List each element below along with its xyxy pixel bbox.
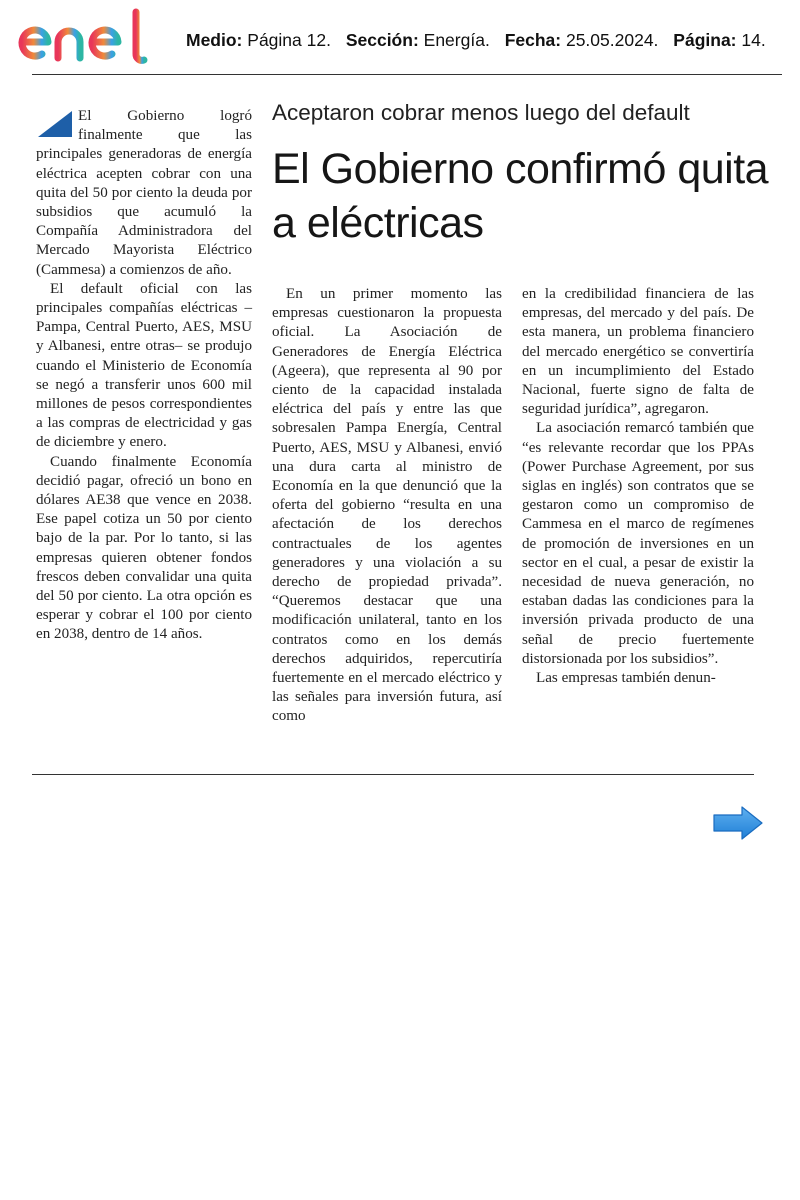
paragraph: El default oficial con las principales compañías eléctricas –Pampa, Central Puerto, AES, MSU y Albanesi, entre otras– se produjo cuando el Ministerio de Economía se negó a transferir unos 600 mil millones de pesos correspondientes a las compras de electricidad y gas de diciembre y enero. [36, 280, 252, 451]
header-divider [32, 74, 782, 75]
paragraph: en la credibilidad financiera de las empresas, del mercado y del país. De esta manera, un problema financiero del mercado energético se convertiría en un incumplimiento del Estado Nacional, fuerte signo de falta de seguridad jurídica”, agregaron. [522, 286, 754, 418]
seccion-label: Sección: [345, 30, 419, 50]
fecha-label: Fecha: [504, 30, 562, 50]
medio-value: Página 12. [247, 30, 331, 50]
seccion-value: Energía. [423, 30, 490, 50]
article-kicker: Aceptaron cobrar menos luego del default [272, 100, 690, 125]
lead-triangle-icon [36, 109, 74, 139]
paragraph: Las empresas también denun- [536, 670, 716, 687]
pagina-value: 14. [741, 30, 766, 50]
enel-logo [16, 8, 178, 70]
arrow-right-icon[interactable] [712, 805, 764, 841]
paragraph: En un primer momento las empresas cuestionaron la propuesta oficial. La Asociación de Generadores de Energía Eléctrica (Ageera), que representa al 90 por ciento de la capacidad instalada eléctrica del país y entre las que sobresalen Pampa Energía, Central Puerto, AES, MSU y Albanesi, envió una dura carta al ministro de Economía en la que denunció que la oferta del gobierno “resulta en una afectación de los derechos contractuales de los agentes generadores y una violación a su derecho de propiedad privada”. “Queremos destacar que una modificación unilateral, tanto en los contratos como en los demás derechos adquiridos, repercutiría fuertemente en el mercado eléctrico y las señales para inversión futura, así como [272, 286, 502, 725]
press-metadata [186, 30, 766, 51]
medio-label: Medio: [186, 30, 243, 50]
footer-divider [32, 774, 754, 775]
article-column-3 [522, 285, 754, 688]
pagina-label: Página: [673, 30, 737, 50]
article-title: El Gobierno confirmó quita a eléctricas [272, 145, 769, 247]
page-header [0, 0, 800, 76]
paragraph: Cuando finalmente Economía decidió pagar, ofreció un bono en dólares AE38 que vence en 2038. Ese papel cotiza un 50 por ciento bajo de la par. Por lo tanto, si las empresas quieren obtener fondos frescos deben convalidar una quita del 50 por ciento. La otra opción es esperar y cobrar el 100 por ciento en 2038, dentro de 14 años. [36, 453, 252, 643]
paragraph [36, 107, 252, 280]
paragraph-text: El Gobierno logró finalmente que las principales generadoras de energía eléctrica acepten cobrar con una quita del 50 por ciento la deuda por subsidios que acumuló la Compañía Administradora del Mercado Mayorista Eléctrico (Cammesa) a comienzos de año. [36, 108, 252, 278]
article-column-2 [272, 285, 502, 727]
fecha-value: 25.05.2024. [565, 30, 659, 50]
paragraph: La asociación remarcó también que “es relevante recordar que los PPAs (Power Purchase Agreement, por sus siglas en inglés) son contratos que se gestaron como un compromiso de Cammesa en el marco de regímenes de promoción de inversiones en un sector en el cual, a pesar de existir la necesidad de nueva generación, no estaban dadas las condiciones para la inversión privada producto de una señal de precio fuertemente distorsionada por los subsidios”. [522, 420, 754, 667]
article-column-1 [36, 107, 252, 645]
